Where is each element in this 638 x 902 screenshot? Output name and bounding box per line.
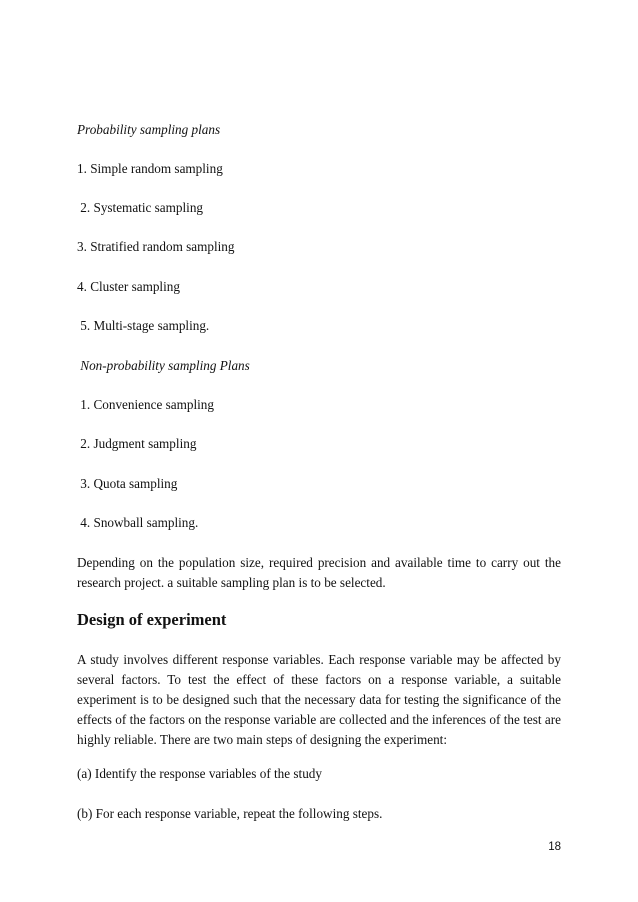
probability-item: 5. Multi-stage sampling.	[77, 318, 210, 333]
probability-item: 4. Cluster sampling	[77, 279, 180, 294]
probability-item: 2. Systematic sampling	[77, 200, 204, 215]
page-number: 18	[548, 841, 561, 853]
design-of-experiment-heading: Design of experiment	[77, 610, 227, 629]
non-probability-item: 3. Quota sampling	[77, 476, 178, 491]
non-probability-item: 1. Convenience sampling	[77, 397, 214, 412]
design-paragraph: A study involves different response variables. Each response variable may be affected by several factors. To test the effect of these factors on a response variable, a suitable experiment is to be designed such that the necessary data for testing the significance of the effects of the factors on the response variable are collected and the inferences of the test are highly reliable. There are two main steps of designing the experiment:	[77, 652, 561, 747]
step-b: (b) For each response variable, repeat the following steps.	[77, 806, 383, 821]
probability-item: 3. Stratified random sampling	[77, 239, 235, 254]
non-probability-item: 4. Snowball sampling.	[77, 515, 199, 530]
sampling-plan-paragraph: Depending on the population size, required precision and available time to carry out the research project. a suitable sampling plan is to be selected.	[77, 555, 561, 590]
non-probability-sampling-heading: Non-probability sampling Plans	[77, 358, 250, 373]
probability-item: 1. Simple random sampling	[77, 161, 223, 176]
step-a: (a) Identify the response variables of the study	[77, 766, 322, 781]
probability-sampling-heading: Probability sampling plans	[77, 122, 221, 137]
non-probability-item: 2. Judgment sampling	[77, 436, 197, 451]
